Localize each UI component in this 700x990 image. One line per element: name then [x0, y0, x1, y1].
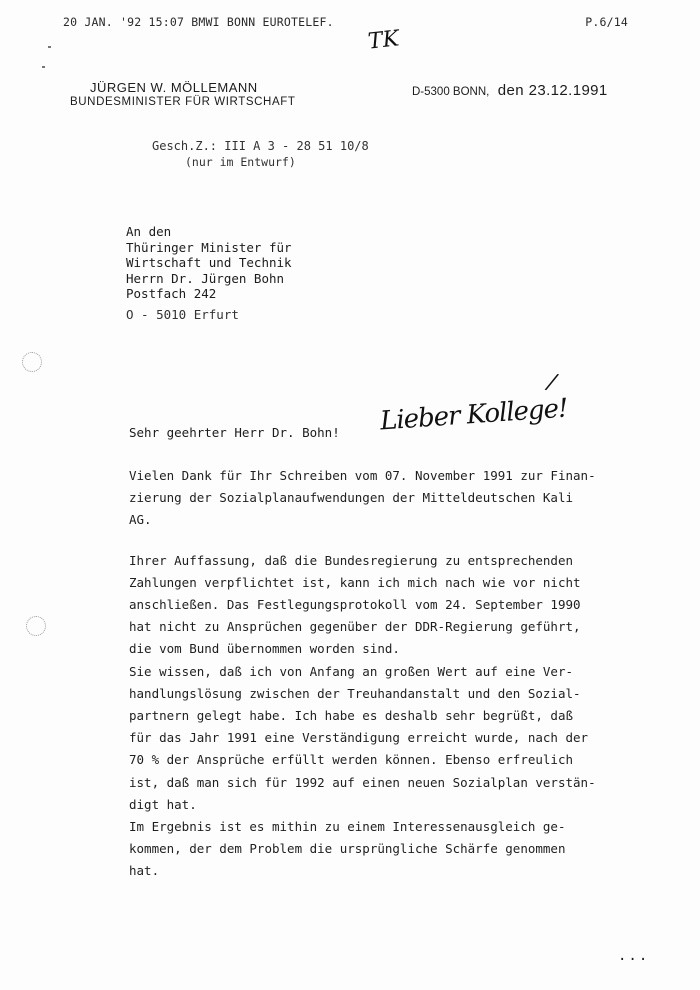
sender-name: JÜRGEN W. MÖLLEMANN	[90, 80, 258, 95]
sender-title: BUNDESMINISTER FÜR WIRTSCHAFT	[70, 96, 296, 108]
body-line: AG.	[129, 512, 152, 528]
body-line: digt hat.	[129, 796, 197, 812]
punch-hole-mark	[26, 616, 46, 636]
handwritten-initials: TK	[366, 26, 401, 55]
scan-speck	[48, 46, 51, 48]
body-line: für das Jahr 1991 eine Verständigung erreicht wurde, nach der	[129, 730, 589, 746]
body-line: Zahlungen verpflichtet ist, kann ich mich nach wie vor nicht	[129, 574, 581, 590]
recipient-line: Postfach 242	[126, 286, 217, 301]
scan-speck	[42, 66, 45, 68]
body-line: kommen, der dem Problem die ursprüngliche Schärfe genommen	[129, 841, 566, 857]
paragraph-gap	[129, 532, 649, 550]
fax-page-number: P.6/14	[585, 15, 628, 29]
body-line: 70 % der Ansprüche erfüllt werden können. Ebenso erfreulich	[129, 752, 574, 768]
body-line: Sie wissen, daß ich von Anfang an großen Wert auf eine Ver-	[129, 663, 574, 679]
handwritten-mark: /	[545, 369, 558, 396]
body-line: ist, daß man sich für 1992 auf einen neuen Sozialplan verstän-	[129, 774, 596, 790]
body-line: hat nicht zu Ansprüchen gegenüber der DDR-Regierung geführt,	[129, 619, 581, 635]
body-line: zierung der Sozialplanaufwendungen der Mitteldeutschen Kali	[129, 490, 574, 506]
recipient-line: Wirtschaft und Technik	[126, 255, 292, 270]
reference-line: Gesch.Z.: III A 3 - 28 51 10/8	[152, 139, 369, 153]
reference-number	[152, 138, 369, 170]
recipient-line: An den	[126, 224, 172, 239]
continuation-marker: ...	[618, 948, 650, 964]
body-line: die vom Bund übernommen worden sind.	[129, 641, 400, 657]
recipient-address	[126, 224, 292, 302]
reference-note: (nur im Entwurf)	[185, 155, 296, 169]
place-date	[412, 82, 608, 100]
body-line: Vielen Dank für Ihr Schreiben vom 07. November 1991 zur Finan-	[129, 468, 596, 483]
recipient-city: O - 5010 Erfurt	[126, 307, 239, 322]
body-line: Ihrer Auffassung, daß die Bundesregierung zu entsprechenden	[129, 552, 574, 568]
body-line: anschließen. Das Festlegungsprotokoll vom 24. September 1990	[129, 597, 581, 613]
recipient-line: Herrn Dr. Jürgen Bohn	[126, 270, 285, 286]
body-line: Im Ergebnis ist es mithin zu einem Interessenausgleich ge-	[129, 819, 566, 835]
recipient-line: Thüringer Minister für	[126, 239, 292, 255]
handwritten-greeting: Lieber Kollege!	[379, 393, 569, 437]
body-line: handlungslösung zwischen der Treuhandanstalt und den Sozial-	[129, 685, 581, 701]
letter-body	[129, 465, 649, 883]
place: D-5300 BONN,	[412, 86, 490, 98]
fax-header-left: 20 JAN. '92 15:07 BMWI BONN EUROTELEF.	[63, 15, 334, 29]
salutation: Sehr geehrter Herr Dr. Bohn!	[129, 425, 340, 440]
body-line: hat.	[129, 863, 160, 879]
body-line: partnern gelegt habe. Ich habe es deshalb sehr begrüßt, daß	[129, 708, 574, 724]
punch-hole-mark	[22, 352, 42, 372]
letter-date: den 23.12.1991	[497, 82, 608, 99]
